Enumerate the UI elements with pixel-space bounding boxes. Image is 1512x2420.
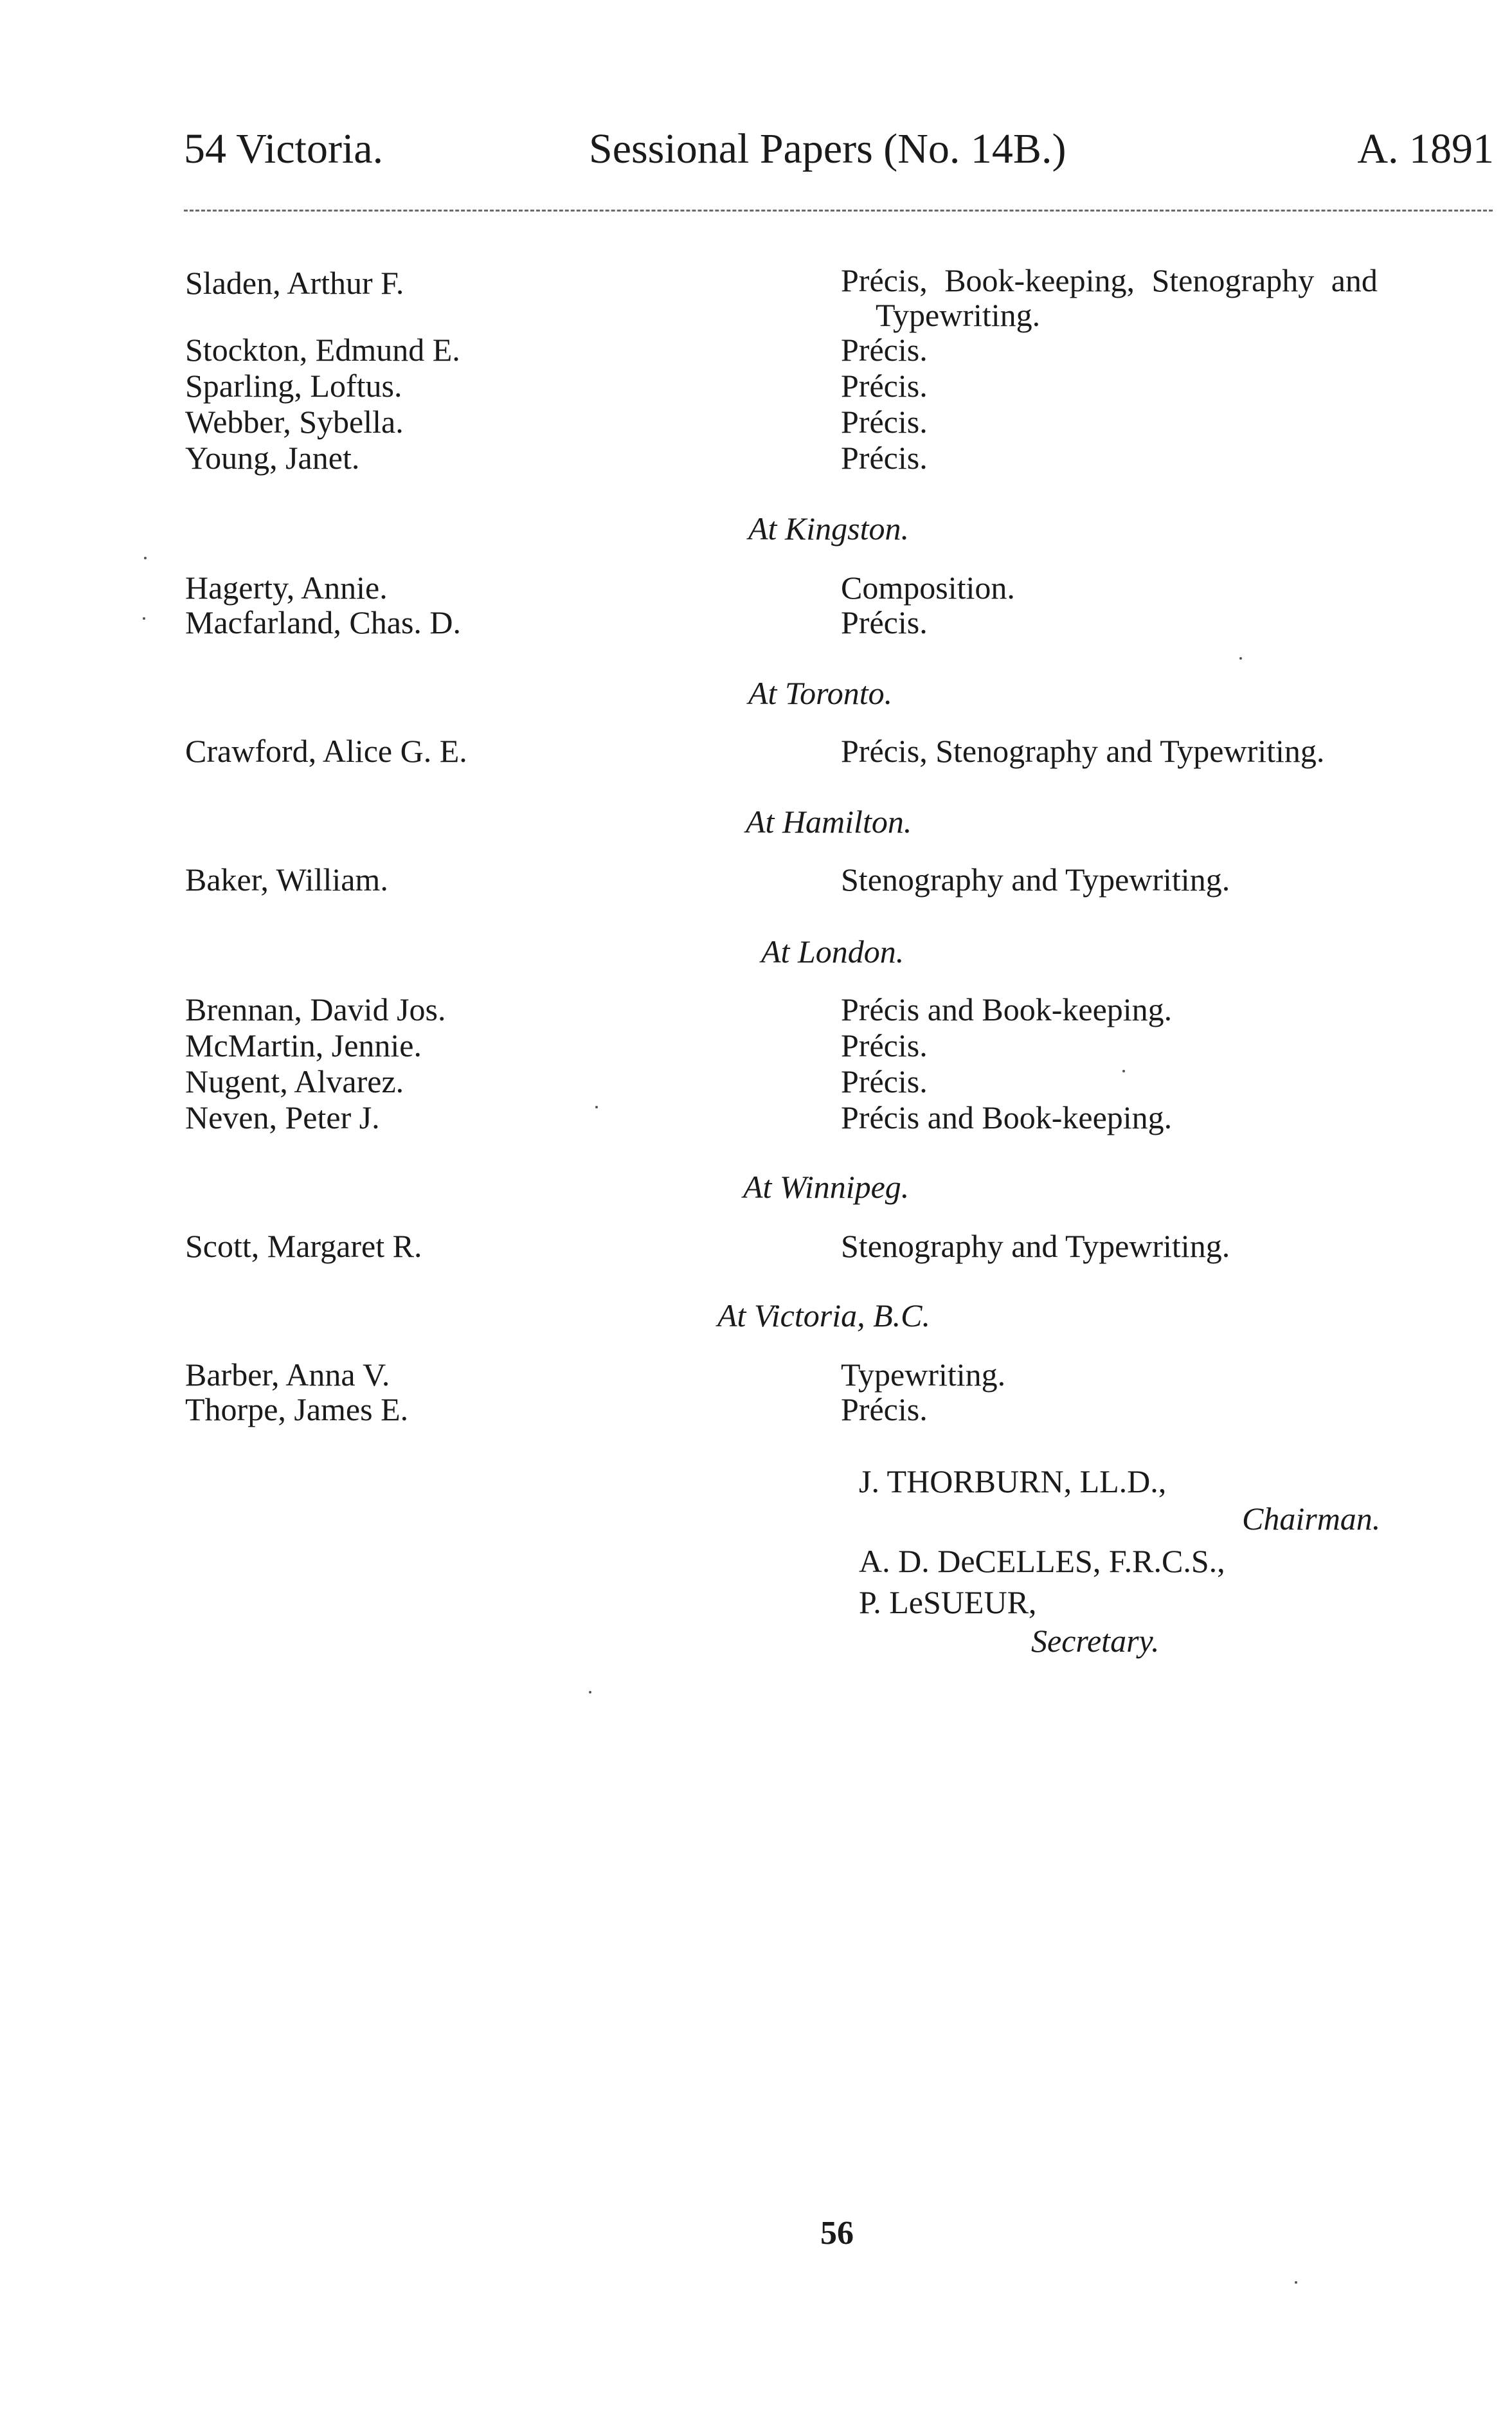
location-place: London. <box>797 934 905 970</box>
location-place: Kingston. <box>784 510 910 546</box>
candidate-name: Scott, Margaret R. <box>185 1228 422 1264</box>
location-heading-kingston <box>748 510 909 546</box>
candidate-name: Brennan, David Jos. <box>185 991 446 1027</box>
candidate-name: Crawford, Alice G. E. <box>185 733 467 769</box>
secretary-initials: P. <box>859 1584 890 1620</box>
candidate-name: Stockton, Edmund E. <box>185 332 460 368</box>
print-speck <box>143 617 145 620</box>
candidate-name: Barber, Anna V. <box>185 1357 390 1393</box>
secretary-signature <box>859 1584 1036 1620</box>
print-speck <box>1122 1070 1125 1072</box>
candidate-name: Neven, Peter J. <box>185 1099 380 1135</box>
secretary-surname-prefix: Le <box>889 1584 923 1620</box>
subject-entry: Typewriting. <box>841 1357 1006 1393</box>
subject-entry: Précis. <box>841 1391 928 1427</box>
secretary-surname: SUEUR, <box>923 1584 1037 1620</box>
candidate-name: Baker, William. <box>185 862 388 898</box>
candidate-name: Nugent, Alvarez. <box>185 1063 404 1099</box>
candidate-name: Webber, Sybella. <box>185 404 404 440</box>
header-rule <box>184 210 1493 212</box>
location-heading-toronto <box>748 675 892 711</box>
print-speck <box>595 1106 598 1108</box>
subject-entry: Composition. <box>841 570 1015 606</box>
subject-entry: Précis. <box>841 368 928 404</box>
member-signature <box>859 1543 1225 1579</box>
location-heading-hamilton <box>746 804 912 840</box>
header-title: Sessional Papers (No. 14B.) <box>589 125 1066 172</box>
secretary-title: Secretary. <box>1031 1623 1160 1659</box>
subject-entry: Stenography and Typewriting. <box>841 862 1230 898</box>
candidate-name: Sparling, Loftus. <box>185 368 402 404</box>
candidate-name: Macfarland, Chas. D. <box>185 604 462 640</box>
subject-entry: Précis and Book-keeping. <box>841 1099 1173 1135</box>
location-at: At <box>748 510 777 546</box>
candidate-name: Young, Janet. <box>185 440 360 476</box>
print-speck <box>1239 657 1242 660</box>
candidate-name: Hagerty, Annie. <box>185 570 388 606</box>
location-at: At <box>748 675 777 711</box>
subject-entry: Stenography and Typewriting. <box>841 1228 1230 1264</box>
location-heading-london <box>761 934 904 970</box>
candidate-name: Thorpe, James E. <box>185 1391 409 1427</box>
member-surname: CELLES, F.R.C.S., <box>975 1543 1225 1579</box>
location-at: At <box>743 1169 772 1205</box>
header-session: 54 Victoria. <box>184 125 384 172</box>
location-place: Hamilton. <box>782 804 912 840</box>
subject-entry: Précis. <box>841 404 928 440</box>
location-at: At <box>761 934 790 970</box>
subject-entry-continued: Typewriting. <box>876 297 1041 333</box>
location-at: At <box>717 1297 746 1333</box>
candidate-name: Sladen, Arthur F. <box>185 265 404 301</box>
location-heading-winnipeg <box>743 1169 909 1205</box>
subject-entry: Précis. <box>841 604 928 640</box>
candidate-name: McMartin, Jennie. <box>185 1027 422 1063</box>
subject-entry: Précis. <box>841 1063 928 1099</box>
print-speck <box>144 557 147 559</box>
location-place: Toronto. <box>784 675 893 711</box>
location-heading-victoria <box>717 1297 930 1333</box>
subject-entry: Précis and Book-keeping. <box>841 991 1173 1027</box>
print-speck <box>1295 2281 1297 2284</box>
page-number: 56 <box>820 2215 854 2252</box>
subject-entry: Précis. <box>841 440 928 476</box>
location-place: Winnipeg. <box>779 1169 910 1205</box>
subject-entry: Précis. <box>841 1027 928 1063</box>
location-place: Victoria, B.C. <box>753 1297 930 1333</box>
subject-entry: Précis. <box>841 332 928 368</box>
subject-entry: Précis, Stenography and Typewriting. <box>841 733 1325 769</box>
member-surname-prefix: De <box>937 1543 975 1579</box>
member-initials: A. D. <box>859 1543 938 1579</box>
subject-entry: Précis, Book-keeping, Stenography and <box>841 262 1378 298</box>
print-speck <box>589 1691 591 1693</box>
chairman-title: Chairman. <box>1242 1501 1381 1537</box>
header-year: A. 1891 <box>1357 125 1494 172</box>
chairman-signature: J. THORBURN, LL.D., <box>859 1463 1167 1499</box>
location-at: At <box>746 804 775 840</box>
